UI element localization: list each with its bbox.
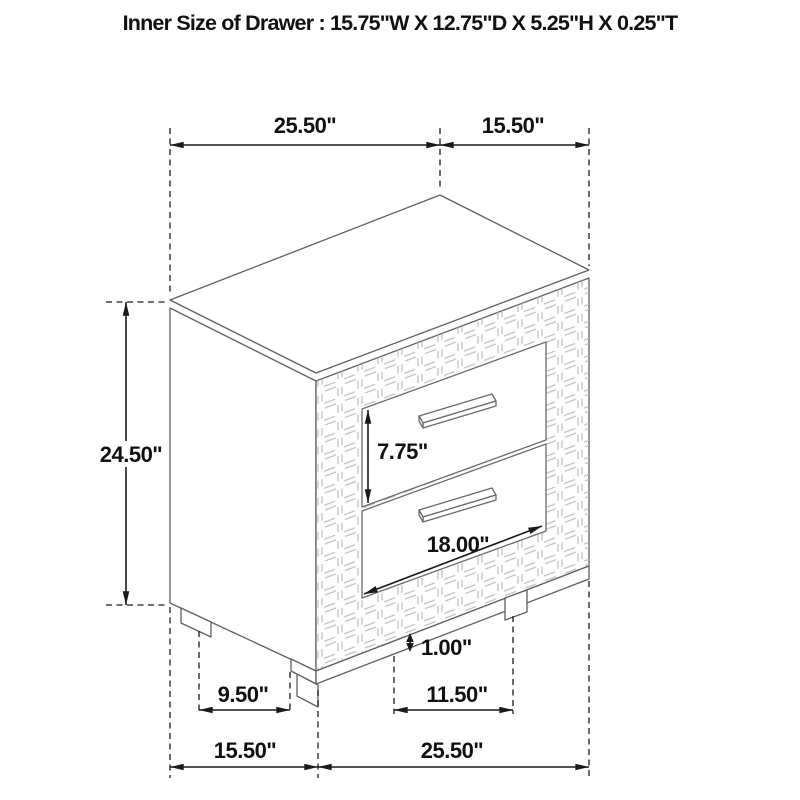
dim-bottom-depth-label: 15.50" bbox=[213, 738, 277, 763]
dim-front-legs bbox=[394, 682, 513, 710]
dim-top-depth-label: 15.50" bbox=[481, 113, 545, 138]
dim-side-legs bbox=[199, 682, 290, 710]
dim-bottom-depth bbox=[170, 738, 318, 767]
diagram-title: Inner Size of Drawer : 15.75"W X 12.75"D X 5.25"H X 0.25"T bbox=[122, 11, 678, 35]
dim-bottom-width bbox=[318, 738, 589, 767]
dim-side-legs-label: 9.50" bbox=[217, 682, 269, 707]
dim-top-depth bbox=[440, 113, 589, 145]
dim-front-legs-label: 11.50" bbox=[426, 682, 488, 707]
dim-overall-height bbox=[98, 302, 166, 605]
dim-drawer-height-label: 7.75" bbox=[377, 439, 428, 464]
dim-top-width-label: 25.50" bbox=[273, 113, 337, 138]
dim-top-width bbox=[170, 113, 440, 145]
dim-overall-height-label: 24.50" bbox=[99, 442, 163, 467]
dim-drawer-width-label: 18.00" bbox=[426, 532, 490, 557]
dim-base-height-label: 1.00" bbox=[421, 635, 472, 660]
dim-bottom-width-label: 25.50" bbox=[420, 738, 484, 763]
